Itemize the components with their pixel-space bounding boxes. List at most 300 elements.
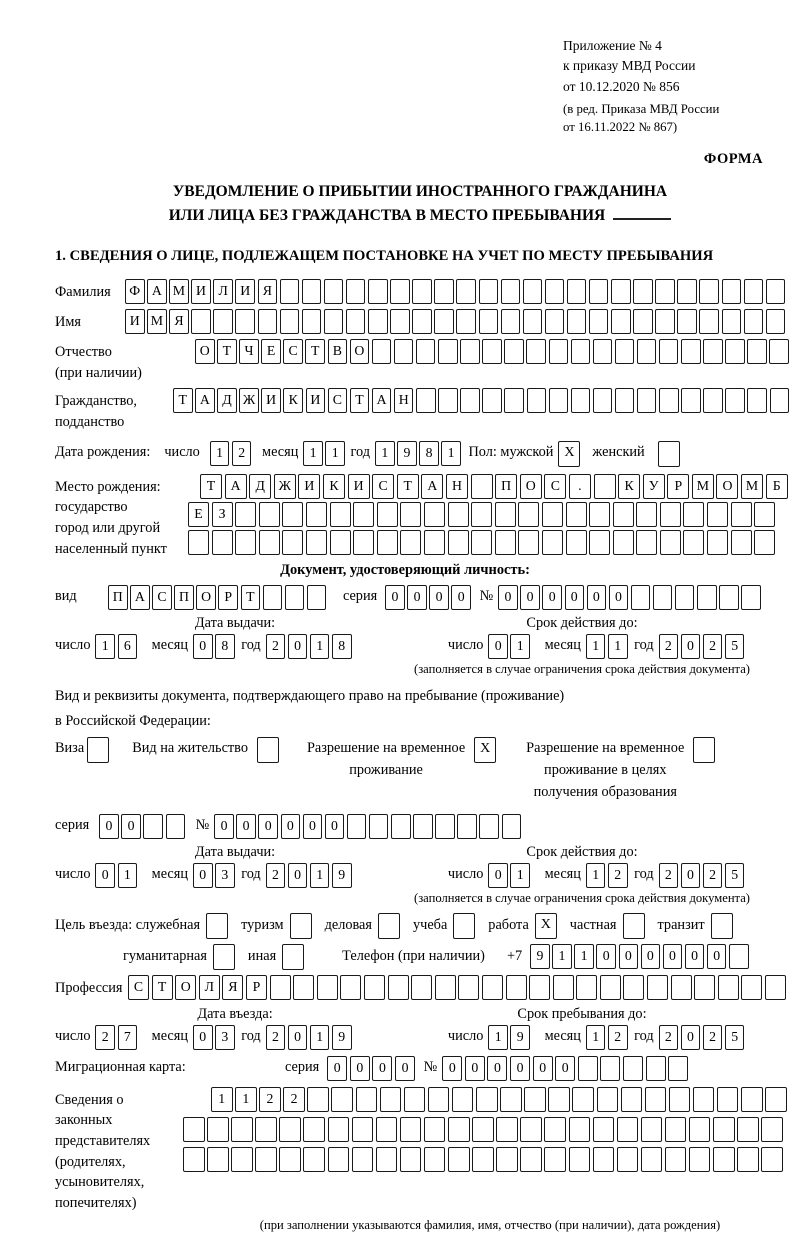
- char-box[interactable]: 0: [542, 585, 562, 610]
- char-box[interactable]: 0: [288, 863, 308, 888]
- char-box[interactable]: [544, 1117, 566, 1142]
- char-box[interactable]: [569, 1147, 591, 1172]
- char-box[interactable]: [501, 279, 521, 304]
- char-box[interactable]: [549, 339, 569, 364]
- char-box[interactable]: [636, 530, 657, 555]
- char-box[interactable]: [660, 502, 681, 527]
- char-box[interactable]: [737, 1117, 759, 1142]
- char-box[interactable]: А: [225, 474, 247, 499]
- char-box[interactable]: [747, 388, 767, 413]
- char-box[interactable]: Т: [241, 585, 261, 610]
- char-box[interactable]: [544, 1147, 566, 1172]
- char-box[interactable]: [302, 279, 322, 304]
- char-box[interactable]: Ч: [239, 339, 259, 364]
- char-box[interactable]: [364, 975, 385, 1000]
- char-box[interactable]: [589, 279, 609, 304]
- char-box[interactable]: [725, 388, 745, 413]
- char-box[interactable]: О: [175, 975, 196, 1000]
- char-box[interactable]: [615, 339, 635, 364]
- char-box[interactable]: [520, 1147, 542, 1172]
- char-box[interactable]: [400, 1117, 422, 1142]
- char-box[interactable]: [280, 279, 300, 304]
- char-box[interactable]: 2: [608, 863, 628, 888]
- char-box[interactable]: [255, 1117, 277, 1142]
- char-box[interactable]: [471, 530, 492, 555]
- checkbox-purpose-humanitarian[interactable]: [213, 944, 235, 970]
- char-box[interactable]: 2: [259, 1087, 281, 1112]
- char-box[interactable]: [448, 1117, 470, 1142]
- char-box[interactable]: 1: [586, 863, 606, 888]
- char-box[interactable]: [529, 975, 550, 1000]
- char-box[interactable]: [675, 585, 695, 610]
- char-box[interactable]: 8: [215, 634, 235, 659]
- char-box[interactable]: Ж: [274, 474, 296, 499]
- char-box[interactable]: [452, 1087, 474, 1112]
- char-box[interactable]: [523, 279, 543, 304]
- char-box[interactable]: [765, 975, 786, 1000]
- char-box[interactable]: 7: [118, 1025, 138, 1050]
- char-box[interactable]: [302, 309, 322, 334]
- char-box[interactable]: [677, 309, 697, 334]
- char-box[interactable]: С: [328, 388, 348, 413]
- char-box[interactable]: [456, 309, 476, 334]
- char-box[interactable]: [324, 279, 344, 304]
- char-box[interactable]: [744, 309, 764, 334]
- checkbox-purpose-other[interactable]: [282, 944, 304, 970]
- char-box[interactable]: 2: [608, 1025, 628, 1050]
- char-box[interactable]: [645, 1087, 667, 1112]
- char-box[interactable]: [548, 1087, 570, 1112]
- char-box[interactable]: [549, 388, 569, 413]
- char-box[interactable]: Л: [213, 279, 233, 304]
- char-box[interactable]: П: [174, 585, 194, 610]
- char-box[interactable]: [770, 388, 790, 413]
- char-box[interactable]: [677, 279, 697, 304]
- char-box[interactable]: [615, 388, 635, 413]
- char-box[interactable]: [400, 530, 421, 555]
- char-box[interactable]: [545, 279, 565, 304]
- char-box[interactable]: [722, 309, 742, 334]
- char-box[interactable]: [527, 388, 547, 413]
- char-box[interactable]: 0: [327, 1056, 347, 1081]
- char-box[interactable]: [438, 339, 458, 364]
- char-box[interactable]: [576, 975, 597, 1000]
- char-box[interactable]: Л: [199, 975, 220, 1000]
- char-box[interactable]: [376, 1147, 398, 1172]
- char-box[interactable]: 2: [703, 634, 723, 659]
- char-box[interactable]: 1: [510, 634, 530, 659]
- char-box[interactable]: 0: [565, 585, 585, 610]
- char-box[interactable]: 1: [608, 634, 628, 659]
- char-box[interactable]: 2: [659, 1025, 679, 1050]
- char-box[interactable]: [572, 1087, 594, 1112]
- char-box[interactable]: [597, 1087, 619, 1112]
- char-box[interactable]: [404, 1087, 426, 1112]
- char-box[interactable]: [166, 814, 186, 839]
- char-box[interactable]: 0: [95, 863, 115, 888]
- char-box[interactable]: [331, 1087, 353, 1112]
- char-box[interactable]: [352, 1147, 374, 1172]
- char-box[interactable]: О: [196, 585, 216, 610]
- char-box[interactable]: [501, 309, 521, 334]
- char-box[interactable]: 1: [375, 441, 395, 466]
- char-box[interactable]: [593, 339, 613, 364]
- char-box[interactable]: [285, 585, 305, 610]
- char-box[interactable]: [424, 1117, 446, 1142]
- char-box[interactable]: 0: [681, 1025, 701, 1050]
- char-box[interactable]: Т: [152, 975, 173, 1000]
- char-box[interactable]: [377, 530, 398, 555]
- char-box[interactable]: [637, 388, 657, 413]
- char-box[interactable]: [369, 814, 389, 839]
- char-box[interactable]: [270, 975, 291, 1000]
- char-box[interactable]: [719, 585, 739, 610]
- char-box[interactable]: [231, 1117, 253, 1142]
- char-box[interactable]: Т: [217, 339, 237, 364]
- char-box[interactable]: [471, 474, 493, 499]
- char-box[interactable]: [631, 585, 651, 610]
- char-box[interactable]: [328, 1117, 350, 1142]
- char-box[interactable]: 5: [725, 863, 745, 888]
- char-box[interactable]: [424, 530, 445, 555]
- char-box[interactable]: [496, 1117, 518, 1142]
- char-box[interactable]: [594, 474, 616, 499]
- char-box[interactable]: [761, 1147, 783, 1172]
- char-box[interactable]: Д: [249, 474, 271, 499]
- char-box[interactable]: 0: [465, 1056, 485, 1081]
- char-box[interactable]: [729, 944, 749, 969]
- char-box[interactable]: 0: [385, 585, 405, 610]
- char-box[interactable]: М: [741, 474, 763, 499]
- char-box[interactable]: 0: [407, 585, 427, 610]
- char-box[interactable]: [600, 1056, 620, 1081]
- char-box[interactable]: 0: [350, 1056, 370, 1081]
- char-box[interactable]: [600, 975, 621, 1000]
- char-box[interactable]: [665, 1117, 687, 1142]
- char-box[interactable]: [235, 530, 256, 555]
- char-box[interactable]: [303, 1117, 325, 1142]
- char-box[interactable]: 0: [641, 944, 661, 969]
- char-box[interactable]: [699, 279, 719, 304]
- char-box[interactable]: [589, 502, 610, 527]
- char-box[interactable]: [526, 339, 546, 364]
- checkbox-purpose-tourism[interactable]: [290, 913, 312, 939]
- char-box[interactable]: [725, 339, 745, 364]
- char-box[interactable]: [255, 1147, 277, 1172]
- char-box[interactable]: С: [152, 585, 172, 610]
- char-box[interactable]: [660, 530, 681, 555]
- char-box[interactable]: [456, 279, 476, 304]
- char-box[interactable]: [668, 1056, 688, 1081]
- char-box[interactable]: [520, 1117, 542, 1142]
- char-box[interactable]: [368, 279, 388, 304]
- char-box[interactable]: [621, 1087, 643, 1112]
- char-box[interactable]: [412, 309, 432, 334]
- char-box[interactable]: [694, 975, 715, 1000]
- char-box[interactable]: [460, 388, 480, 413]
- char-box[interactable]: Н: [446, 474, 468, 499]
- char-box[interactable]: [479, 814, 499, 839]
- char-box[interactable]: [659, 388, 679, 413]
- char-box[interactable]: [717, 1087, 739, 1112]
- char-box[interactable]: Н: [394, 388, 414, 413]
- char-box[interactable]: [593, 1117, 615, 1142]
- char-box[interactable]: [722, 279, 742, 304]
- char-box[interactable]: 2: [283, 1087, 305, 1112]
- char-box[interactable]: [191, 309, 211, 334]
- char-box[interactable]: 0: [429, 585, 449, 610]
- char-box[interactable]: 0: [288, 634, 308, 659]
- char-box[interactable]: 0: [303, 814, 323, 839]
- char-box[interactable]: [231, 1147, 253, 1172]
- char-box[interactable]: [212, 530, 233, 555]
- char-box[interactable]: 1: [310, 634, 330, 659]
- char-box[interactable]: [380, 1087, 402, 1112]
- char-box[interactable]: [553, 975, 574, 1000]
- char-box[interactable]: И: [235, 279, 255, 304]
- char-box[interactable]: [681, 339, 701, 364]
- char-box[interactable]: С: [372, 474, 394, 499]
- char-box[interactable]: [346, 309, 366, 334]
- char-box[interactable]: 0: [707, 944, 727, 969]
- char-box[interactable]: Е: [188, 502, 209, 527]
- char-box[interactable]: [689, 1147, 711, 1172]
- char-box[interactable]: 1: [586, 634, 606, 659]
- char-box[interactable]: [434, 279, 454, 304]
- char-box[interactable]: [766, 279, 786, 304]
- char-box[interactable]: 0: [510, 1056, 530, 1081]
- char-box[interactable]: [741, 975, 762, 1000]
- char-box[interactable]: [324, 309, 344, 334]
- char-box[interactable]: [448, 502, 469, 527]
- char-box[interactable]: 0: [685, 944, 705, 969]
- char-box[interactable]: [282, 502, 303, 527]
- char-box[interactable]: [476, 1087, 498, 1112]
- char-box[interactable]: [263, 585, 283, 610]
- char-box[interactable]: Д: [217, 388, 237, 413]
- char-box[interactable]: [655, 309, 675, 334]
- char-box[interactable]: 0: [214, 814, 234, 839]
- char-box[interactable]: [368, 309, 388, 334]
- char-box[interactable]: [416, 339, 436, 364]
- char-box[interactable]: [659, 339, 679, 364]
- char-box[interactable]: 0: [663, 944, 683, 969]
- char-box[interactable]: [737, 1147, 759, 1172]
- char-box[interactable]: [346, 279, 366, 304]
- char-box[interactable]: 2: [659, 634, 679, 659]
- char-box[interactable]: 0: [587, 585, 607, 610]
- char-box[interactable]: О: [195, 339, 215, 364]
- char-box[interactable]: [306, 530, 327, 555]
- char-box[interactable]: [482, 388, 502, 413]
- char-box[interactable]: [279, 1147, 301, 1172]
- char-box[interactable]: Я: [258, 279, 278, 304]
- char-box[interactable]: [400, 502, 421, 527]
- char-box[interactable]: [353, 530, 374, 555]
- char-box[interactable]: 2: [703, 1025, 723, 1050]
- char-box[interactable]: [400, 1147, 422, 1172]
- char-box[interactable]: [183, 1117, 205, 1142]
- char-box[interactable]: 2: [95, 1025, 115, 1050]
- char-box[interactable]: [435, 814, 455, 839]
- char-box[interactable]: Т: [305, 339, 325, 364]
- char-box[interactable]: С: [128, 975, 149, 1000]
- char-box[interactable]: Я: [169, 309, 189, 334]
- char-box[interactable]: Ж: [239, 388, 259, 413]
- char-box[interactable]: 0: [488, 634, 508, 659]
- char-box[interactable]: [569, 1117, 591, 1142]
- char-box[interactable]: 3: [215, 863, 235, 888]
- char-box[interactable]: [279, 1117, 301, 1142]
- char-box[interactable]: [428, 1087, 450, 1112]
- char-box[interactable]: [741, 1087, 763, 1112]
- char-box[interactable]: [542, 502, 563, 527]
- char-box[interactable]: [472, 1147, 494, 1172]
- char-box[interactable]: [330, 502, 351, 527]
- char-box[interactable]: [703, 388, 723, 413]
- char-box[interactable]: [571, 388, 591, 413]
- char-box[interactable]: Т: [200, 474, 222, 499]
- char-box[interactable]: [391, 814, 411, 839]
- char-box[interactable]: [578, 1056, 598, 1081]
- checkbox-male[interactable]: X: [558, 441, 580, 467]
- char-box[interactable]: З: [212, 502, 233, 527]
- char-box[interactable]: [500, 1087, 522, 1112]
- char-box[interactable]: 1: [95, 634, 115, 659]
- checkbox-purpose-business[interactable]: [378, 913, 400, 939]
- char-box[interactable]: К: [323, 474, 345, 499]
- char-box[interactable]: И: [261, 388, 281, 413]
- char-box[interactable]: 1: [303, 441, 323, 466]
- char-box[interactable]: [479, 279, 499, 304]
- char-box[interactable]: [665, 1147, 687, 1172]
- char-box[interactable]: И: [306, 388, 326, 413]
- char-box[interactable]: [416, 388, 436, 413]
- char-box[interactable]: 0: [681, 863, 701, 888]
- checkbox-purpose-official[interactable]: [206, 913, 228, 939]
- char-box[interactable]: Р: [667, 474, 689, 499]
- char-box[interactable]: [424, 502, 445, 527]
- char-box[interactable]: [655, 279, 675, 304]
- char-box[interactable]: [641, 1117, 663, 1142]
- char-box[interactable]: 1: [552, 944, 572, 969]
- char-box[interactable]: [593, 1147, 615, 1172]
- char-box[interactable]: К: [283, 388, 303, 413]
- checkbox-purpose-study[interactable]: [453, 913, 475, 939]
- char-box[interactable]: [683, 530, 704, 555]
- char-box[interactable]: 0: [281, 814, 301, 839]
- char-box[interactable]: 0: [619, 944, 639, 969]
- char-box[interactable]: [713, 1117, 735, 1142]
- char-box[interactable]: [183, 1147, 205, 1172]
- char-box[interactable]: [495, 502, 516, 527]
- char-box[interactable]: [589, 530, 610, 555]
- char-box[interactable]: 0: [487, 1056, 507, 1081]
- checkbox-temp-residence[interactable]: X: [474, 737, 496, 763]
- char-box[interactable]: 0: [596, 944, 616, 969]
- char-box[interactable]: [293, 975, 314, 1000]
- char-box[interactable]: П: [495, 474, 517, 499]
- char-box[interactable]: [412, 279, 432, 304]
- char-box[interactable]: [372, 339, 392, 364]
- char-box[interactable]: [502, 814, 522, 839]
- char-box[interactable]: О: [350, 339, 370, 364]
- char-box[interactable]: [633, 309, 653, 334]
- char-box[interactable]: [482, 339, 502, 364]
- char-box[interactable]: И: [348, 474, 370, 499]
- char-box[interactable]: [669, 1087, 691, 1112]
- char-box[interactable]: Т: [350, 388, 370, 413]
- char-box[interactable]: [457, 814, 477, 839]
- char-box[interactable]: 0: [533, 1056, 553, 1081]
- char-box[interactable]: [504, 388, 524, 413]
- char-box[interactable]: [207, 1117, 229, 1142]
- char-box[interactable]: Т: [397, 474, 419, 499]
- char-box[interactable]: И: [191, 279, 211, 304]
- checkbox-visa[interactable]: [87, 737, 109, 763]
- char-box[interactable]: 0: [325, 814, 345, 839]
- char-box[interactable]: К: [618, 474, 640, 499]
- char-box[interactable]: [347, 814, 367, 839]
- char-box[interactable]: 9: [530, 944, 550, 969]
- char-box[interactable]: М: [147, 309, 167, 334]
- char-box[interactable]: [460, 339, 480, 364]
- char-box[interactable]: [703, 339, 723, 364]
- char-box[interactable]: 1: [441, 441, 461, 466]
- char-box[interactable]: 9: [397, 441, 417, 466]
- char-box[interactable]: 0: [121, 814, 141, 839]
- char-box[interactable]: [611, 309, 631, 334]
- char-box[interactable]: 0: [498, 585, 518, 610]
- char-box[interactable]: [188, 530, 209, 555]
- checkbox-purpose-work[interactable]: X: [535, 913, 557, 939]
- char-box[interactable]: [143, 814, 163, 839]
- char-box[interactable]: П: [108, 585, 128, 610]
- char-box[interactable]: М: [169, 279, 189, 304]
- char-box[interactable]: 1: [210, 441, 230, 466]
- char-box[interactable]: 9: [332, 1025, 352, 1050]
- char-box[interactable]: Р: [218, 585, 238, 610]
- char-box[interactable]: [435, 975, 456, 1000]
- char-box[interactable]: [388, 975, 409, 1000]
- char-box[interactable]: И: [298, 474, 320, 499]
- char-box[interactable]: [235, 309, 255, 334]
- char-box[interactable]: [545, 309, 565, 334]
- char-box[interactable]: [637, 339, 657, 364]
- char-box[interactable]: [504, 339, 524, 364]
- char-box[interactable]: [566, 530, 587, 555]
- char-box[interactable]: 0: [520, 585, 540, 610]
- char-box[interactable]: 0: [288, 1025, 308, 1050]
- char-box[interactable]: А: [421, 474, 443, 499]
- char-box[interactable]: 2: [703, 863, 723, 888]
- char-box[interactable]: [718, 975, 739, 1000]
- char-box[interactable]: 0: [681, 634, 701, 659]
- char-box[interactable]: 0: [488, 863, 508, 888]
- char-box[interactable]: 1: [488, 1025, 508, 1050]
- char-box[interactable]: [307, 1087, 329, 1112]
- char-box[interactable]: [693, 1087, 715, 1112]
- char-box[interactable]: 0: [193, 634, 213, 659]
- char-box[interactable]: [707, 502, 728, 527]
- char-box[interactable]: У: [643, 474, 665, 499]
- char-box[interactable]: [518, 502, 539, 527]
- char-box[interactable]: [636, 502, 657, 527]
- char-box[interactable]: [471, 502, 492, 527]
- char-box[interactable]: 1: [310, 1025, 330, 1050]
- char-box[interactable]: [623, 975, 644, 1000]
- char-box[interactable]: С: [283, 339, 303, 364]
